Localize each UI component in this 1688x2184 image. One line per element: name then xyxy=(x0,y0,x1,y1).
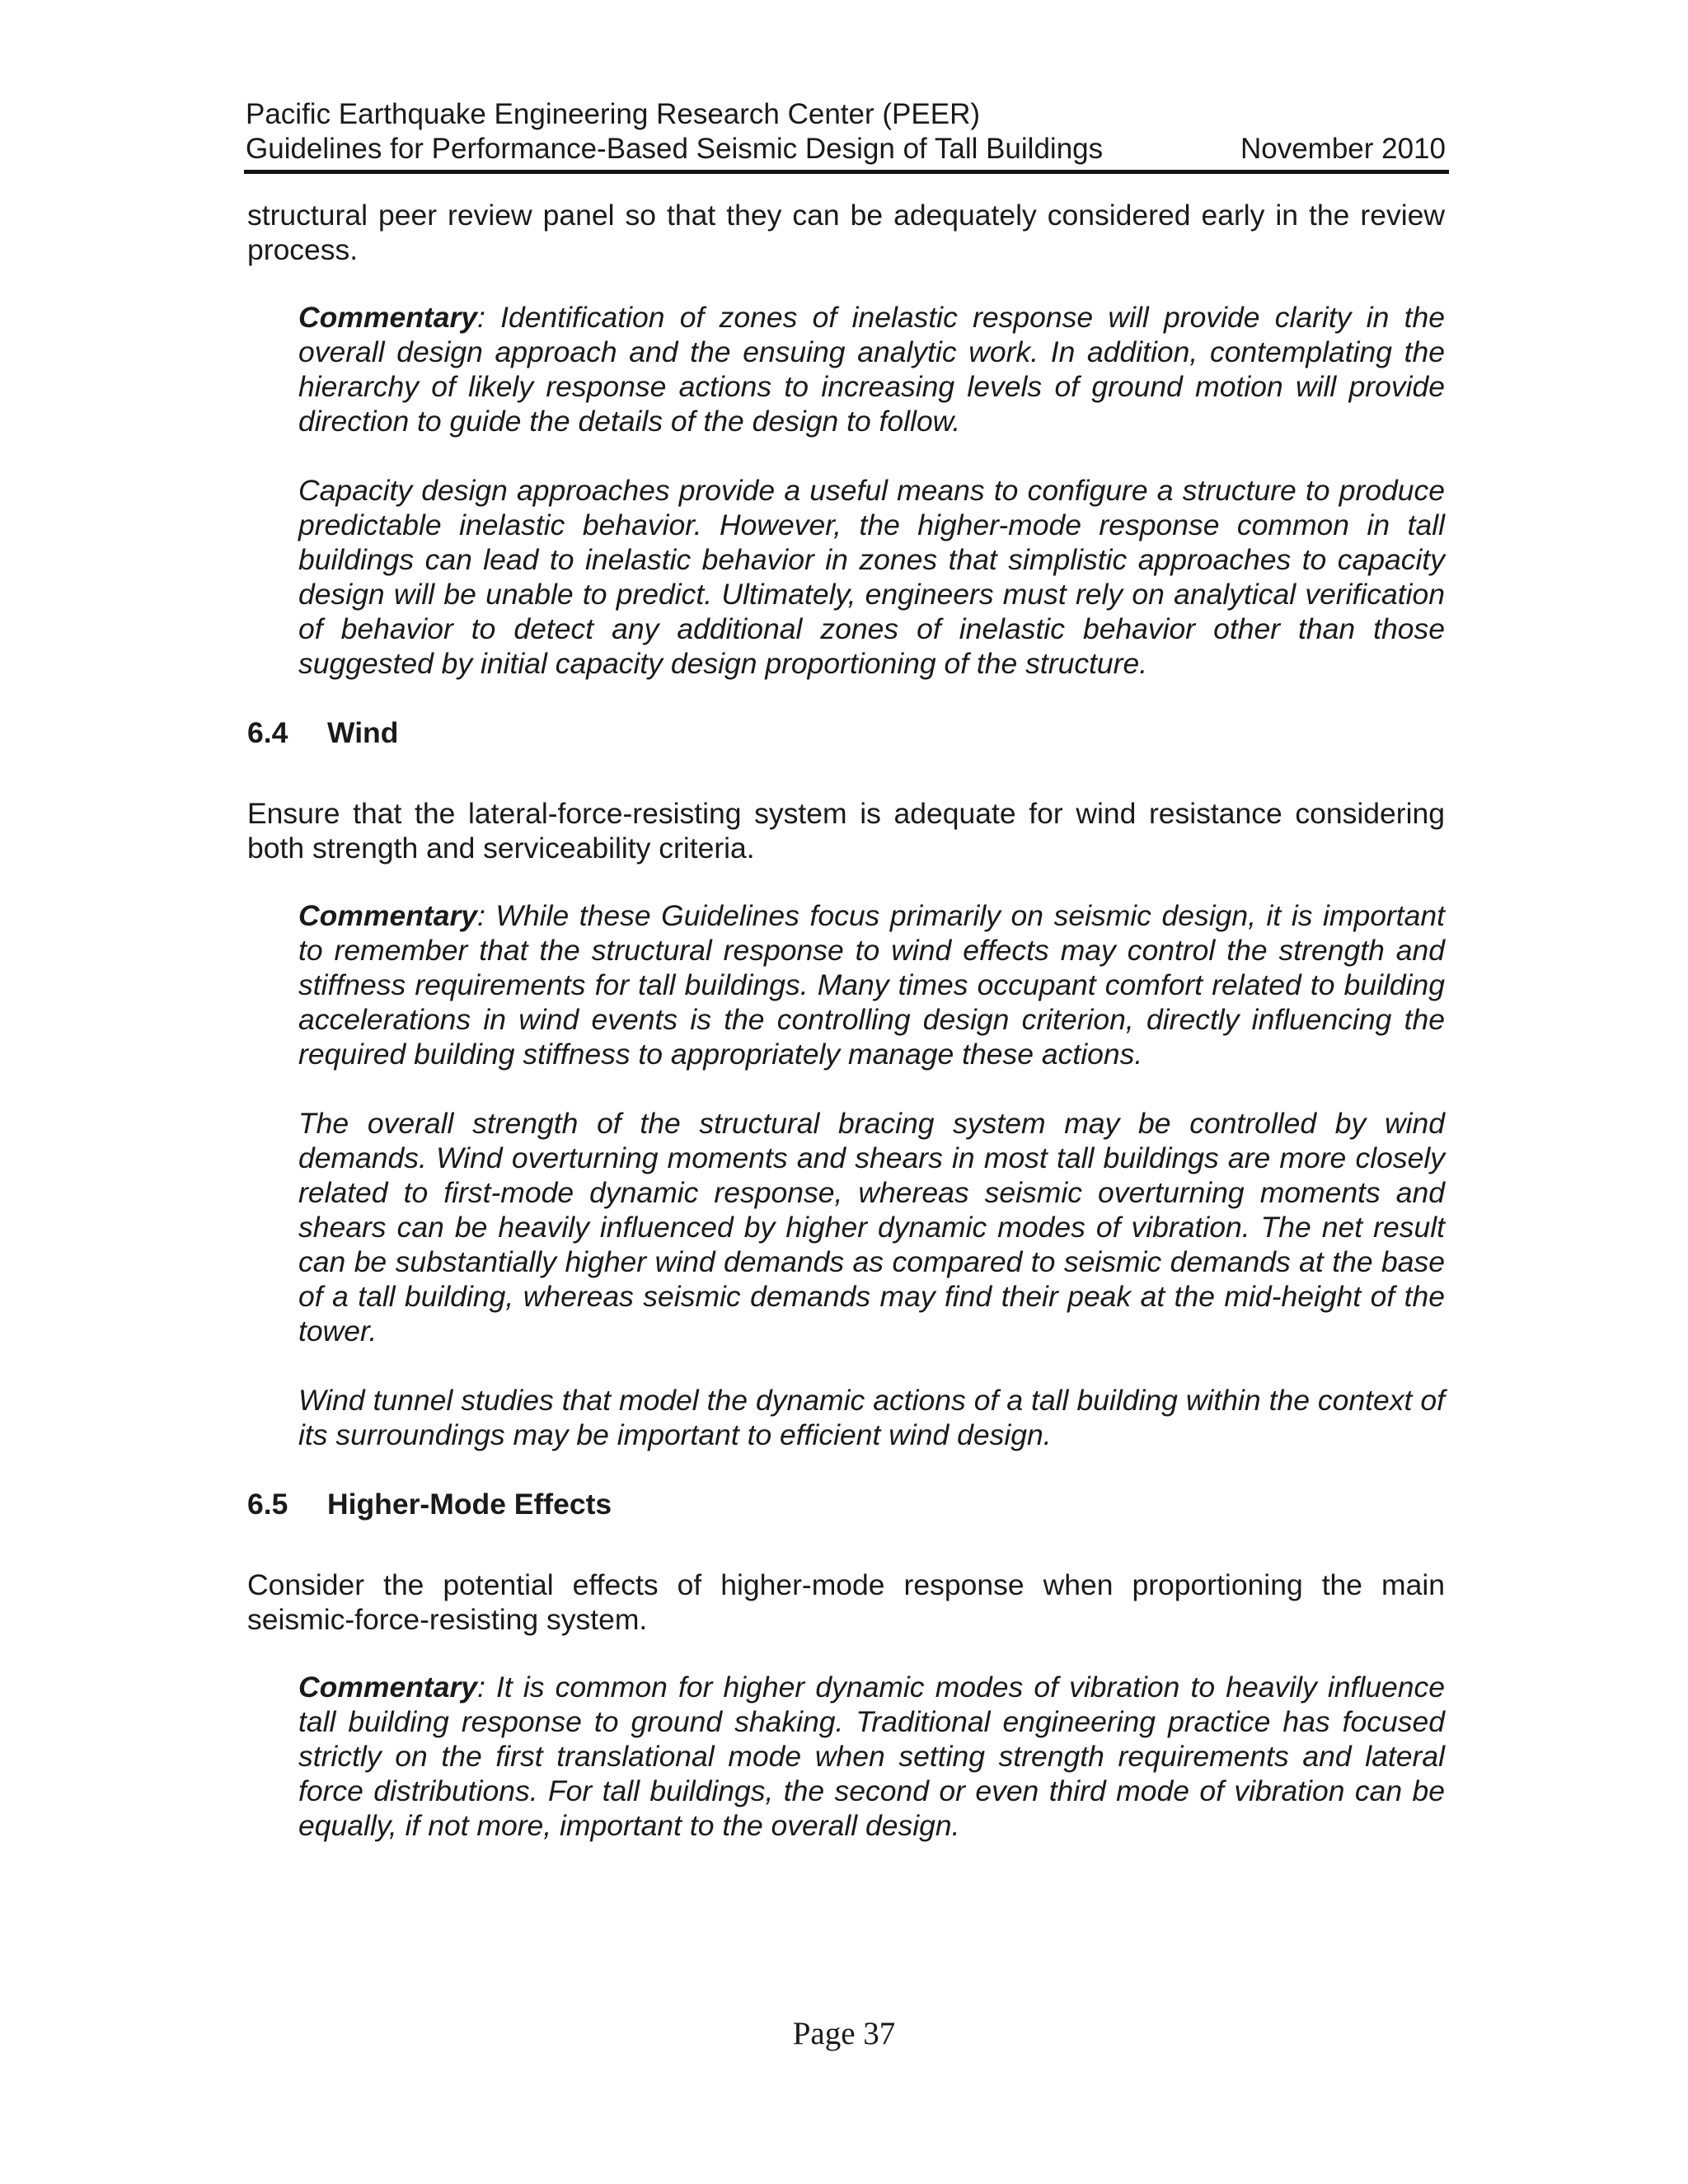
commentary-zones xyxy=(298,300,1445,438)
wind-requirement-paragraph: Ensure that the lateral-force-resisting system is adequate for wind resistance considering both strength and serviceability criteria. xyxy=(247,797,1445,865)
header-title-row xyxy=(246,132,1446,166)
commentary-label: Commentary xyxy=(298,1671,478,1704)
commentary-capacity-design: Capacity design approaches provide a useful means to configure a structure to produce predictable inelastic behavior. However, the higher-mode response common in tall buildings can lead to inelastic behavior in zones that simplistic approaches to capacity design will be unable to predict. Ultimately, engineers must rely on analytical verification of behavior to detect any additional zones of inelastic behavior other than those suggested by initial capacity design proportioning of the structure. xyxy=(298,474,1445,680)
section-number: 6.4 xyxy=(247,716,288,749)
header-date: November 2010 xyxy=(1240,133,1446,165)
commentary-wind-tunnel: Wind tunnel studies that model the dynamic actions of a tall building within the context of its surroundings may be important to efficient wind design. xyxy=(298,1384,1445,1451)
commentary-wind xyxy=(298,898,1445,1071)
running-header xyxy=(246,97,1446,166)
commentary-text: : Identification of zones of inelastic response will provide clarity in the overall design approach and the ensuing analytic work. In addition, contemplating the hierarchy of likely response actions to increasing levels of ground motion will provide direction to guide the details of the design to follow. xyxy=(298,301,1445,438)
intro-paragraph: structural peer review panel so that they can be adequately considered early in the review process. xyxy=(247,199,1445,266)
header-rule xyxy=(244,170,1449,174)
higher-mode-requirement-paragraph: Consider the potential effects of higher-mode response when proportioning the main seismic-force-resisting system. xyxy=(247,1568,1445,1636)
header-organization: Pacific Earthquake Engineering Research Center (PEER) xyxy=(246,98,980,130)
section-number: 6.5 xyxy=(247,1488,288,1521)
commentary-text: : It is common for higher dynamic modes of vibration to heavily influence tall building response to ground shaking. Traditional engineering practice has focused strictly on the first translational mode when setting strength requirements and lateral force distributions. For tall buildings, the second or even third mode of vibration can be equally, if not more, important to the overall design. xyxy=(298,1671,1445,1842)
header-document-title: Guidelines for Performance-Based Seismic Design of Tall Buildings xyxy=(246,133,1104,165)
section-heading-6-5 xyxy=(247,1487,1445,1521)
section-title: Wind xyxy=(327,716,399,749)
commentary-label: Commentary xyxy=(298,301,478,334)
section-heading-6-4 xyxy=(247,715,1445,750)
page-content xyxy=(247,198,1445,1877)
page-number: Page 37 xyxy=(792,2016,896,2051)
commentary-bracing-strength: The overall strength of the structural bracing system may be controlled by wind demands. Wind overturning moments and shears in most tall buildings are more closely related to first-mode dynamic response, whereas seismic overturning moments and shears can be heavily influenced by higher dynamic modes of vibration. The net result can be substantially higher wind demands as compared to seismic demands at the base of a tall building, whereas seismic demands may find their peak at the mid-height of the tower. xyxy=(298,1107,1445,1347)
commentary-higher-modes xyxy=(298,1670,1445,1843)
commentary-label: Commentary xyxy=(298,899,478,932)
section-title: Higher-Mode Effects xyxy=(327,1488,612,1521)
commentary-text: : While these Guidelines focus primarily on seismic design, it is important to remember that the structural response to wind effects may control the strength and stiffness requirements for tall buildings. Many times occupant comfort related to building accelerations in wind events is the controlling design criterion, directly influencing the required building stiffness to appropriately manage these actions. xyxy=(298,899,1445,1071)
